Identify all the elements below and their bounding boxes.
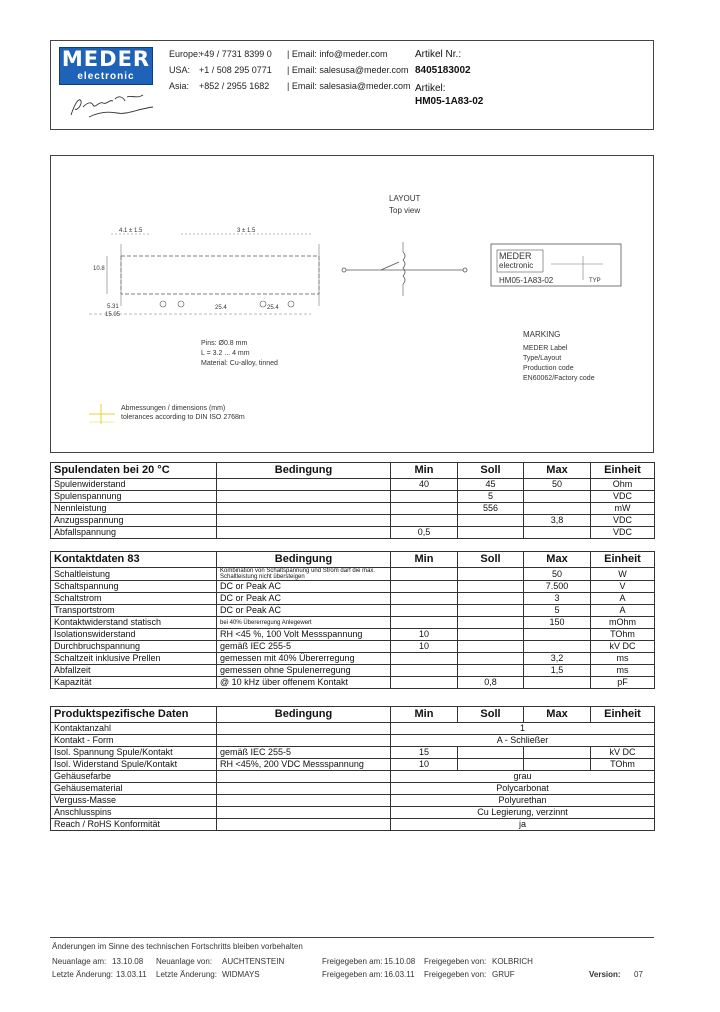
contact-region: Asia: — [169, 81, 190, 91]
dim-left1: 5.31 — [107, 304, 119, 310]
cell — [524, 747, 591, 759]
artikel-nr-value: 8405183002 — [415, 65, 471, 76]
cell — [217, 491, 391, 503]
cell: 10 — [391, 759, 458, 771]
table-row — [51, 515, 655, 527]
dim-bottom1: 25.4 — [215, 305, 227, 311]
cell: Polycarbonat — [391, 783, 655, 795]
footer-approved-by-value: KOLBRICH — [492, 957, 533, 966]
cell: Kontaktanzahl — [51, 723, 217, 735]
table-row — [51, 491, 655, 503]
cell: TOhm — [591, 629, 655, 641]
cell: 0,5 — [391, 527, 458, 539]
cell — [391, 677, 458, 689]
cell: pF — [591, 677, 655, 689]
cell: Gehäusematerial — [51, 783, 217, 795]
cell: A - Schließer — [391, 735, 655, 747]
cell: Transportstrom — [51, 605, 217, 617]
footer-approved-label: Freigegeben am: — [322, 957, 383, 966]
dim-height: 10.8 — [93, 266, 105, 272]
cell — [217, 503, 391, 515]
cell: VDC — [591, 527, 655, 539]
cell: RH <45%, 200 VDC Messspannung — [217, 759, 391, 771]
cell: 3,2 — [524, 653, 591, 665]
cell: A — [591, 605, 655, 617]
cell — [458, 759, 524, 771]
cell: 0,8 — [458, 677, 524, 689]
footer-divider — [50, 937, 654, 938]
layout-label: LAYOUT — [389, 194, 421, 203]
cell: gemäß IEC 255-5 — [217, 747, 391, 759]
contact-email[interactable]: | Email: salesasia@meder.com — [287, 81, 411, 91]
table-row — [51, 771, 655, 783]
col-header: Max — [524, 552, 591, 568]
cell — [217, 735, 391, 747]
contact-phone: +1 / 508 295 0771 — [199, 65, 272, 75]
table-row — [51, 735, 655, 747]
cell: gemessen ohne Spulenerregung — [217, 665, 391, 677]
footer-created-value: 13.10.08 — [112, 957, 144, 966]
cell: bei 40% Übererregung Anlegewert — [217, 617, 391, 629]
footer-changed-label: Letzte Änderung: — [52, 970, 113, 979]
label-type: TYP — [589, 278, 601, 284]
cell: 15 — [391, 747, 458, 759]
cell — [458, 593, 524, 605]
label-part: HM05-1A83-02 — [499, 276, 554, 285]
table-row — [51, 759, 655, 771]
cell: 1 — [391, 723, 655, 735]
note-tolerances: tolerances according to DIN ISO 2768m — [121, 414, 245, 421]
header-box — [50, 40, 654, 130]
cell — [458, 653, 524, 665]
cell — [524, 503, 591, 515]
cell — [458, 747, 524, 759]
cell: Abfallzeit — [51, 665, 217, 677]
cell: gemäß IEC 255-5 — [217, 641, 391, 653]
slogan-signature — [67, 89, 159, 123]
table-row — [51, 723, 655, 735]
dim-top-left: 4.1 ± 1.5 — [119, 228, 143, 234]
cell: @ 10 kHz über offenem Kontakt — [217, 677, 391, 689]
label-brand: MEDER — [499, 251, 532, 261]
cell: Durchbruchspannung — [51, 641, 217, 653]
cell — [217, 783, 391, 795]
cell: Anzugsspannung — [51, 515, 217, 527]
cell — [524, 759, 591, 771]
footer-approved-by-label: Freigegeben von: — [424, 957, 487, 966]
table-row — [51, 617, 655, 629]
contact-data-table — [50, 551, 655, 689]
cell — [391, 503, 458, 515]
cell — [217, 819, 391, 831]
col-header: Max — [524, 463, 591, 479]
table-row — [51, 641, 655, 653]
cell: Isol. Spannung Spule/Kontakt — [51, 747, 217, 759]
cell: kV DC — [591, 747, 655, 759]
col-header: Bedingung — [217, 552, 391, 568]
table-row — [51, 568, 655, 581]
cell — [391, 491, 458, 503]
col-header: Soll — [458, 552, 524, 568]
contact-email[interactable]: | Email: salesusa@meder.com — [287, 65, 409, 75]
cell: mW — [591, 503, 655, 515]
footer-changed-by-value: WIDMAYS — [222, 970, 260, 979]
technical-drawing — [50, 155, 654, 453]
product-data-table — [50, 706, 655, 831]
cell — [217, 771, 391, 783]
cell: Spulenspannung — [51, 491, 217, 503]
table-row — [51, 479, 655, 491]
footer-changed-value: 13.03.11 — [116, 970, 147, 979]
cell: VDC — [591, 491, 655, 503]
footer-version-label: Version: — [589, 970, 621, 979]
contact-phone: +49 / 7731 8399 0 — [199, 49, 272, 59]
table-title: Kontaktdaten 83 — [51, 552, 217, 568]
cell: 50 — [524, 479, 591, 491]
cell: Kombination von Schaltspannung und Strom darf die max. Schaltleistung nicht übersteigen — [217, 568, 391, 581]
table-row — [51, 747, 655, 759]
cell: W — [591, 568, 655, 581]
col-header: Bedingung — [217, 463, 391, 479]
artikel-nr-label: Artikel Nr.: — [415, 49, 462, 60]
pin-note-1: Pins: Ø0.8 mm — [201, 340, 248, 347]
table-row — [51, 665, 655, 677]
table-row — [51, 677, 655, 689]
cell — [458, 665, 524, 677]
table-row — [51, 653, 655, 665]
cell: DC or Peak AC — [217, 593, 391, 605]
contact-email[interactable]: | Email: info@meder.com — [287, 49, 388, 59]
cell: Abfallspannung — [51, 527, 217, 539]
cell — [391, 665, 458, 677]
cell — [217, 723, 391, 735]
cell: mOhm — [591, 617, 655, 629]
cell: Reach / RoHS Konformität — [51, 819, 217, 831]
cell — [217, 515, 391, 527]
footer-approved2-by-label: Freigegeben von: — [424, 970, 487, 979]
cell: Gehäusefarbe — [51, 771, 217, 783]
cell: Kontaktwiderstand statisch — [51, 617, 217, 629]
col-header: Min — [391, 707, 458, 723]
marking-line-2: Type/Layout — [523, 355, 562, 362]
footer-version-value: 07 — [634, 970, 643, 979]
cell: 5 — [524, 605, 591, 617]
pin-note-3: Material: Cu-alloy, tinned — [201, 360, 278, 367]
cell: 150 — [524, 617, 591, 629]
artikel-label: Artikel: — [415, 83, 446, 94]
col-header: Min — [391, 463, 458, 479]
cell: Cu Legierung, verzinnt — [391, 807, 655, 819]
cell: 1,5 — [524, 665, 591, 677]
contact-asia — [169, 81, 411, 91]
cell — [391, 568, 458, 581]
footer-changed-by-label: Letzte Änderung: — [156, 970, 217, 979]
cell: Schaltspannung — [51, 581, 217, 593]
table-row — [51, 605, 655, 617]
cell: 45 — [458, 479, 524, 491]
cell: Kapazität — [51, 677, 217, 689]
table-row — [51, 783, 655, 795]
table-row — [51, 581, 655, 593]
cell: 10 — [391, 641, 458, 653]
cell: Spulenwiderstand — [51, 479, 217, 491]
cell — [458, 527, 524, 539]
cell — [458, 629, 524, 641]
contact-region: Europe: — [169, 49, 201, 59]
cell — [458, 605, 524, 617]
contact-europe — [169, 49, 388, 59]
cell: 3 — [524, 593, 591, 605]
logo-line1: MEDER — [61, 47, 151, 71]
cell — [391, 581, 458, 593]
footer-approved2-label: Freigegeben am: — [322, 970, 383, 979]
label-brand2: electronic — [499, 261, 534, 270]
cell: Isol. Widerstand Spule/Kontakt — [51, 759, 217, 771]
cell — [391, 515, 458, 527]
table-title: Produktspezifische Daten — [51, 707, 217, 723]
cell: 556 — [458, 503, 524, 515]
table-row — [51, 593, 655, 605]
cell: Polyurethan — [391, 795, 655, 807]
cell — [217, 807, 391, 819]
cell — [217, 795, 391, 807]
cell — [458, 515, 524, 527]
cell — [391, 593, 458, 605]
contact-region: USA: — [169, 65, 191, 75]
cell: Schaltzeit inklusive Prellen — [51, 653, 217, 665]
table-header-row — [51, 552, 655, 568]
table-row — [51, 503, 655, 515]
marking-line-1: MEDER Label — [523, 345, 568, 352]
cell — [391, 605, 458, 617]
cell — [524, 629, 591, 641]
col-header: Max — [524, 707, 591, 723]
cell: V — [591, 581, 655, 593]
table-row — [51, 807, 655, 819]
cell: TOhm — [591, 759, 655, 771]
cell: ja — [391, 819, 655, 831]
cell: 5 — [458, 491, 524, 503]
cell — [391, 617, 458, 629]
cell: 3,8 — [524, 515, 591, 527]
cell: Isolationswiderstand — [51, 629, 217, 641]
contact-phone: +852 / 2955 1682 — [199, 81, 270, 91]
cell: RH <45 %, 100 Volt Messspannung — [217, 629, 391, 641]
col-header: Einheit — [591, 463, 655, 479]
footer-approved-value: 15.10.08 — [384, 957, 416, 966]
marking-line-3: Production code — [523, 365, 574, 372]
cell — [524, 491, 591, 503]
cell: Schaltleistung — [51, 568, 217, 581]
table-row — [51, 819, 655, 831]
contact-usa — [169, 65, 409, 75]
cell — [524, 677, 591, 689]
cell: Schaltstrom — [51, 593, 217, 605]
cell: 7.500 — [524, 581, 591, 593]
footer-notice: Änderungen im Sinne des technischen Fortschritts bleiben vorbehalten — [52, 942, 303, 951]
dim-left2: 15.05 — [105, 312, 121, 318]
cell — [458, 568, 524, 581]
col-header: Einheit — [591, 552, 655, 568]
dim-bottom2: 25.4 — [267, 305, 279, 311]
pin-note-2: L = 3.2 ... 4 mm — [201, 350, 250, 357]
table-title: Spulendaten bei 20 °C — [51, 463, 217, 479]
cell — [524, 527, 591, 539]
topview-label: Top view — [389, 206, 421, 215]
table-row — [51, 629, 655, 641]
cell: Nennleistung — [51, 503, 217, 515]
cell — [524, 641, 591, 653]
cell: Kontakt - Form — [51, 735, 217, 747]
cell — [217, 479, 391, 491]
table-header-row — [51, 463, 655, 479]
cell: kV DC — [591, 641, 655, 653]
col-header: Min — [391, 552, 458, 568]
cell: gemessen mit 40% Übererregung — [217, 653, 391, 665]
footer-created-by-value: AUCHTENSTEIN — [222, 957, 285, 966]
cell — [458, 617, 524, 629]
cell: 50 — [524, 568, 591, 581]
cell: DC or Peak AC — [217, 581, 391, 593]
cell: Ohm — [591, 479, 655, 491]
note-dimensions: Abmessungen / dimensions (mm) — [121, 405, 226, 412]
cell — [391, 653, 458, 665]
cell: DC or Peak AC — [217, 605, 391, 617]
cell: VDC — [591, 515, 655, 527]
col-header: Einheit — [591, 707, 655, 723]
cell: 10 — [391, 629, 458, 641]
marking-line-4: EN60062/Factory code — [523, 375, 595, 382]
cell: ms — [591, 665, 655, 677]
cell: Verguss-Masse — [51, 795, 217, 807]
marking-title: MARKING — [523, 330, 561, 339]
cell — [458, 641, 524, 653]
logo-line2: electronic — [77, 71, 135, 82]
footer-created-label: Neuanlage am: — [52, 957, 107, 966]
table-header-row — [51, 707, 655, 723]
col-header: Bedingung — [217, 707, 391, 723]
coil-data-table — [50, 462, 655, 539]
footer-created-by-label: Neuanlage von: — [156, 957, 213, 966]
footer-approved2-by-value: GRUF — [492, 970, 515, 979]
cell: grau — [391, 771, 655, 783]
cell — [458, 581, 524, 593]
table-row — [51, 795, 655, 807]
cell: ms — [591, 653, 655, 665]
cell: 40 — [391, 479, 458, 491]
table-row — [51, 527, 655, 539]
cell — [217, 527, 391, 539]
meder-logo — [59, 47, 153, 85]
col-header: Soll — [458, 463, 524, 479]
col-header: Soll — [458, 707, 524, 723]
cell: Anschlusspins — [51, 807, 217, 819]
cell: A — [591, 593, 655, 605]
footer-approved2-value: 16.03.11 — [384, 970, 415, 979]
dim-top-right: 3 ± 1.5 — [237, 228, 256, 234]
artikel-value: HM05-1A83-02 — [415, 96, 484, 107]
